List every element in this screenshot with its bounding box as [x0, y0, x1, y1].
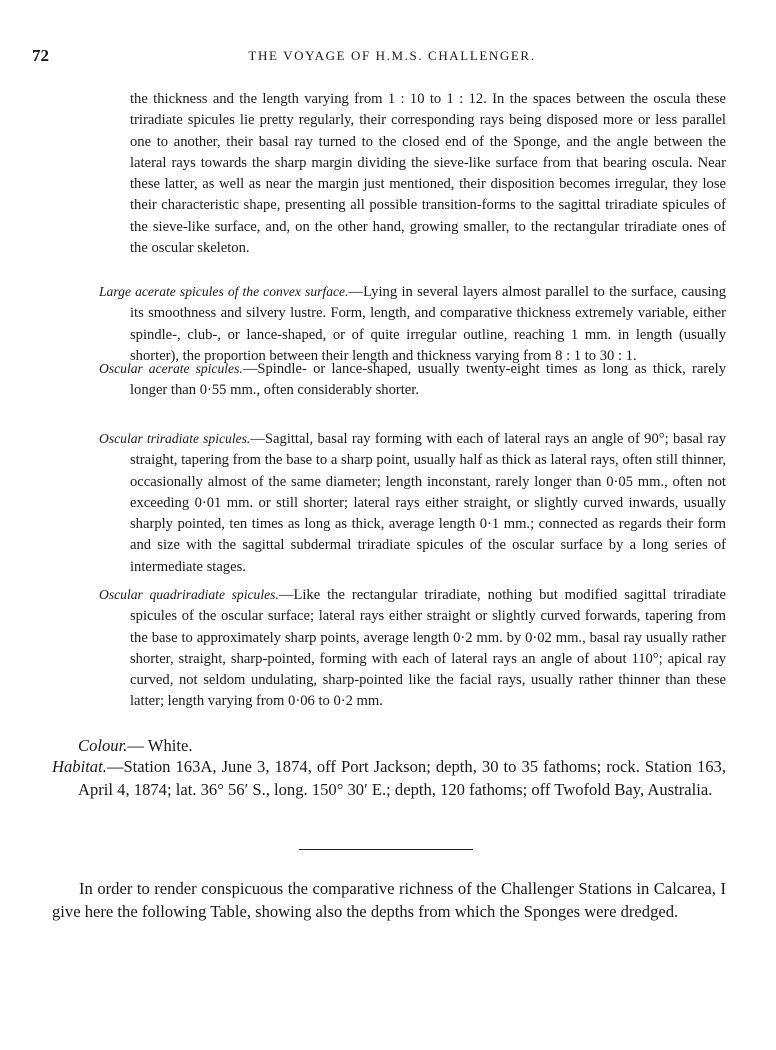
section-label: Large acerate spicules of the convex surface. — [99, 284, 349, 299]
section-text: —Sagittal, basal ray forming with each of lateral rays an angle of 90°; basal ray straight, tapering from the base to a sharp point, usually half as thick as lateral rays, often still thinner, occasionally almost of the same diameter; length inconstant, rarely longer than 0·05 mm., often not exceeding 0·01 mm. or still shorter; lateral rays either straight, or slightly curved inwards, usually sharply pointed, ten times as long as thick, average length 0·1 mm.; connected as regards their form and size with the sagittal subdermal triradiate spicules of the oscular surface by a long series of intermediate stages. — [130, 431, 726, 575]
continuation-paragraph: the thickness and the length varying from 1 : 10 to 1 : 12. In the spaces between the oscula these triradiate spicules lie pretty regularly, their corresponding rays being disposed more or less parallel one to another, their basal ray turned to the closed end of the Sponge, and the angle between the lateral rays towards the sharp margin dividing the sieve-like surface from that bearing oscula. Near these latter, as well as near the margin just mentioned, their disposition becomes irregular, they lose their characteristic shape, presenting all possible transition-forms to the sagittal triradiate spicules of the sieve-like surface, and, on the other hand, growing smaller, to the rectangular triradiate ones of the oscular skeleton. — [130, 91, 726, 257]
closing-paragraph: In order to render conspicuous the comparative richness of the Challenger Stations in Calcarea, I give here the following Table, showing also the depths from which the Sponges were dredged. — [52, 879, 726, 921]
habitat-paragraph — [52, 756, 726, 801]
section-oscular-acerate-spicules — [99, 358, 726, 402]
colour-paragraph — [78, 735, 192, 758]
section-text: —Like the rectangular triradiate, nothing but modified sagittal triradiate spicules of the oscular surface; lateral rays either straight or slightly curved forwards, tapering from the base to approximately sharp points, average length 0·2 mm. by 0·02 mm., basal ray usually rather shorter, straight, sharp-pointed, forming with each of lateral rays an angle of about 110°; apical ray curved, not seldom undulating, sharp-pointed like the facial rays, usually rather thinner than these latter; length varying from 0·06 to 0·2 mm. — [130, 587, 726, 710]
colour-label: Colour. — [78, 736, 128, 755]
page-number: 72 — [32, 46, 49, 65]
running-title: THE VOYAGE OF H.M.S. CHALLENGER. — [248, 48, 536, 63]
section-label: Oscular triradiate spicules. — [99, 431, 251, 446]
section-oscular-quadriradiate-spicules — [99, 584, 726, 713]
section-label: Oscular quadriradiate spicules. — [99, 587, 279, 602]
habitat-label: Habitat. — [52, 757, 107, 776]
page-header — [32, 46, 752, 70]
section-divider — [299, 849, 473, 850]
colour-text: — White. — [127, 736, 193, 755]
section-text: —Lying in several layers almost parallel to the surface, causing its smoothness and silvery lustre. Form, length, and comparative thickness extremely variable, either spindle-, club-, or lance-shaped, or of quite irregular outline, reaching 1 mm. in length (usually shorter), the proportion between their length and thickness varying from 8 : 1 to 30 : 1. — [130, 284, 726, 364]
section-oscular-triradiate-spicules — [99, 428, 726, 578]
habitat-text: —Station 163A, June 3, 1874, off Port Jackson; depth, 30 to 35 fathoms; rock. Station 163, April 4, 1874; lat. 36° 56′ S., long. 150° 30′ E.; depth, 120 fathoms; off Twofold Bay, Australia. — [78, 757, 726, 799]
section-large-acerate-spicules — [99, 281, 726, 367]
section-text: —Spindle- or lance-shaped, usually twenty-eight times as long as thick, rarely longer than 0·55 mm., often considerably shorter. — [130, 361, 727, 399]
section-label: Oscular acerate spicules. — [99, 361, 243, 376]
